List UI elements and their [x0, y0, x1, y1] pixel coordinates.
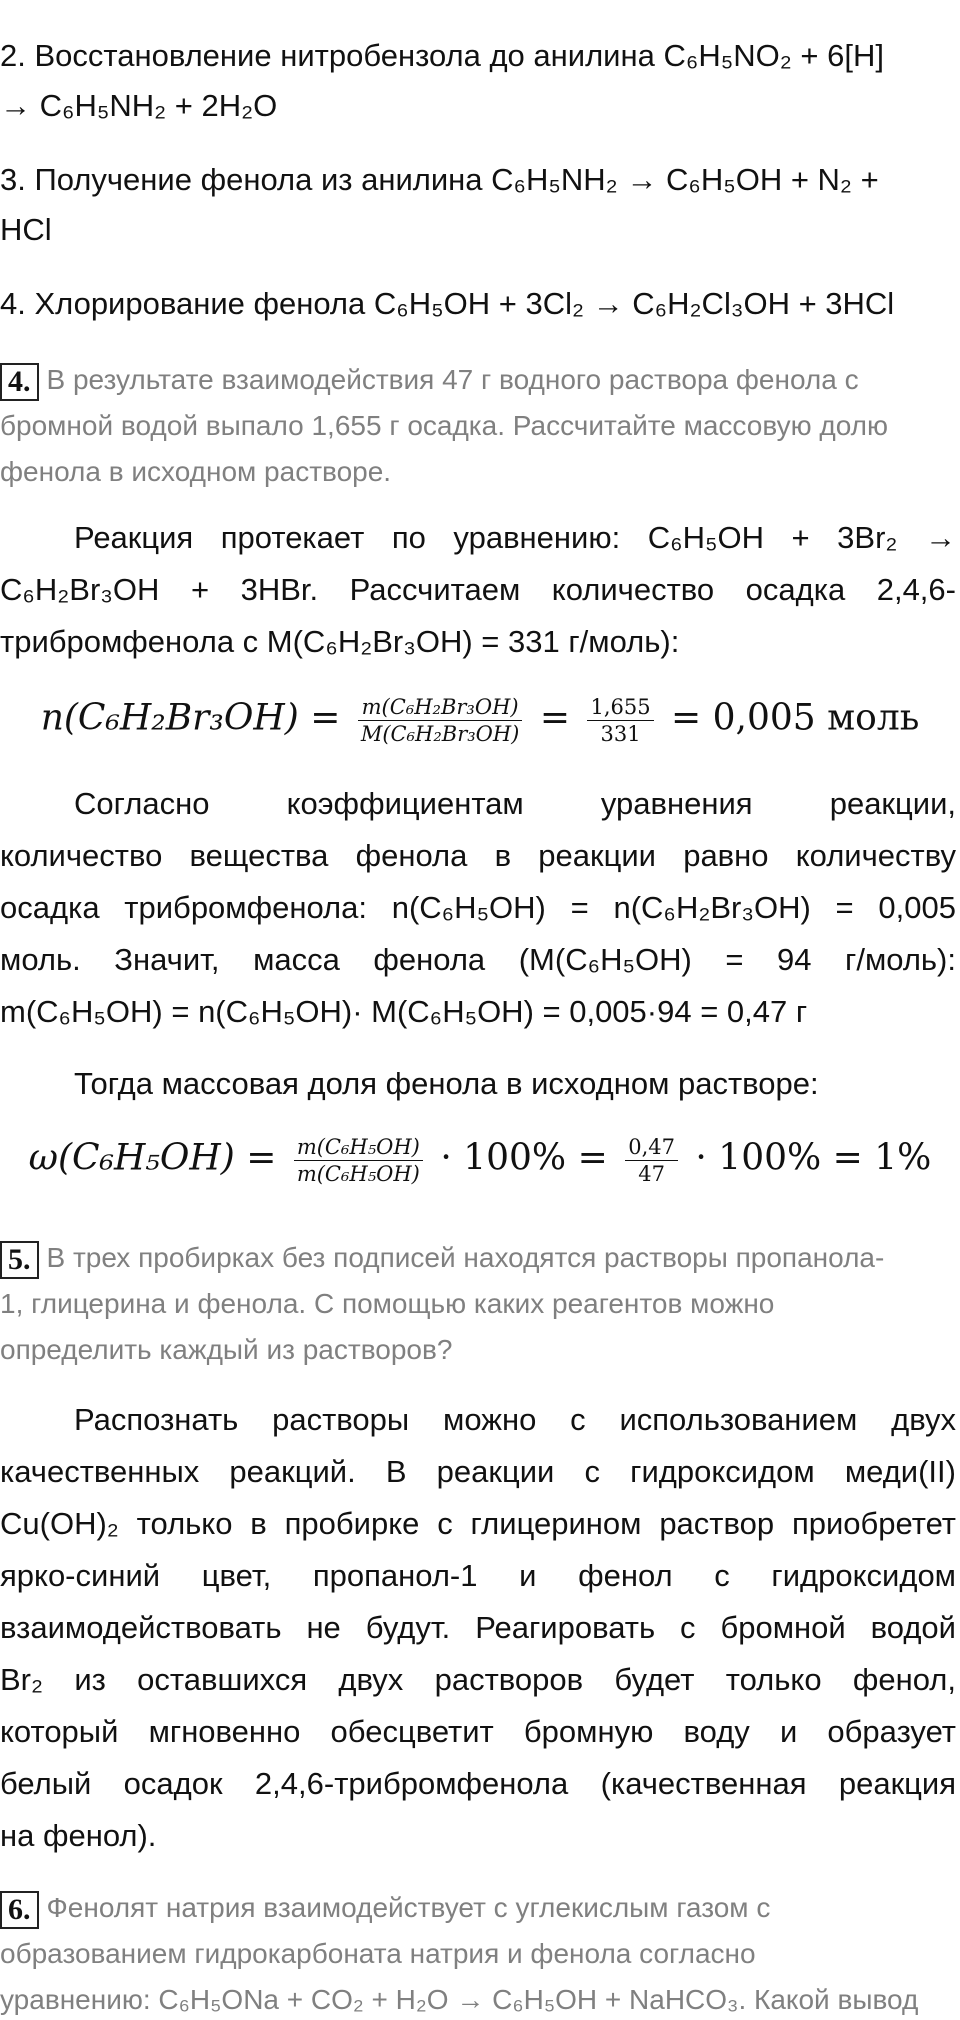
task4-answer-line1: Реакция протекает по уравнению: C₆H₅OH + 3Br₂ →: [74, 520, 956, 555]
task5-answer-line7: который мгновенно обесцветит бромную воду и образует: [0, 1714, 956, 1749]
formula1-numerator2: 1,655: [587, 694, 653, 721]
task5-answer-line4: ярко-синий цвет, пропанол-1 и фенол с гидроксидом: [0, 1558, 956, 1593]
formula1-denominator2: 331: [600, 722, 641, 746]
task5-answer-line6: Br₂ из оставшихся двух растворов будет только фенол,: [0, 1662, 956, 1697]
reaction-3-line2: HCl: [0, 212, 52, 247]
reaction-2-line2: → C₆H₅NH₂ + 2H₂O: [0, 88, 278, 123]
formula2-middle: · 100% =: [440, 1137, 608, 1179]
reaction-2-line1: 2. Восстановление нитробензола до анилина C₆H₅NO₂ + 6[H]: [0, 38, 884, 73]
formula2-fraction1: [294, 1134, 423, 1187]
reaction-3-line1: 3. Получение фенола из анилина C₆H₅NH₂ → C₆H₅OH + N₂ +: [0, 162, 879, 197]
task5-number-badge: 5.: [0, 1241, 39, 1279]
formula1-lhs: n(C₆H₂Br₃OH) =: [40, 697, 341, 739]
task4-answer-line2: C₆H₂Br₃OH + 3HBr. Рассчитаем количество осадка 2,4,6-: [0, 572, 956, 607]
task4-answer-line3: трибромфенола с M(C₆H₂Br₃OH) = 331 г/моль):: [0, 624, 680, 659]
task5-answer-line2: качественных реакций. В реакции с гидроксидом меди(II): [0, 1454, 956, 1489]
task4-answer-line9: Тогда массовая доля фенола в исходном растворе:: [74, 1066, 819, 1101]
task5-answer-line1: Распознать растворы можно с использованием двух: [74, 1402, 956, 1437]
task6-question-text1: Фенолят натрия взаимодействует с углекислым газом с: [46, 1892, 771, 1923]
formula1-denominator: M(C₆H₂Br₃OH): [360, 722, 520, 746]
formula2-lhs: ω(C₆H₅OH) =: [28, 1137, 277, 1179]
task5-question-text1: В трех пробирках без подписей находятся растворы пропанола-: [46, 1242, 885, 1273]
formula1-fraction1: [358, 694, 523, 747]
task4-answer-line5: количество вещества фенола в реакции равно количеству: [0, 838, 956, 873]
task4-answer-line4: Согласно коэффициентам уравнения реакции,: [74, 786, 956, 821]
formula-moles-tribromophenol: n(C₆H₂Br₃OH) = $\frac{\text{m(C₆H₂Br₃OH)}}{\text{M(C₆H₂Br₃OH)}}$ = $\frac{1,655}{331}$ = 0,005 моль: [40, 695, 920, 746]
reaction-4-line: 4. Хлорирование фенола C₆H₅OH + 3Cl₂ → C₆H₂Cl₃OH + 3HCl: [0, 286, 895, 321]
task6-question-line1: [0, 1888, 770, 1929]
task5-question-line1: [0, 1238, 884, 1279]
task5-answer-line5: взаимодействовать не будут. Реагировать с бромной водой: [0, 1610, 956, 1645]
formula2-denominator2: 47: [638, 1162, 665, 1186]
formula1-fraction2: [587, 694, 653, 747]
task4-number-badge: 4.: [0, 363, 39, 401]
task4-question-line3: фенола в исходном растворе.: [0, 456, 392, 487]
formula1-numerator: m(C₆H₂Br₃OH): [358, 694, 523, 721]
task6-question-line2: образованием гидрокарбоната натрия и фенола согласно: [0, 1938, 756, 1969]
task4-question-text1: В результате взаимодействия 47 г водного раствора фенола с: [46, 364, 859, 395]
task4-answer-line8: m(C₆H₅OH) = n(C₆H₅OH)· M(C₆H₅OH) = 0,005·94 = 0,47 г: [0, 994, 808, 1029]
task5-answer-line8: белый осадок 2,4,6-трибромфенола (качественная реакция: [0, 1766, 956, 1801]
task5-answer-line3: Cu(OH)₂ только в пробирке с глицерином раствор приобретет: [0, 1506, 956, 1541]
formula2-denominator: m(C₆H₅OH): [296, 1162, 420, 1186]
task6-question-line3: уравнению: C₆H₅ONa + CO₂ + H₂O → C₆H₅OH + NaHCO₃. Какой вывод: [0, 1984, 919, 2015]
formula1-result: = 0,005 моль: [671, 697, 920, 739]
task5-question-line2: 1, глицерина и фенола. С помощью каких реагентов можно: [0, 1288, 775, 1319]
formula2-fraction2: [625, 1134, 678, 1187]
task4-question-line1: [0, 360, 859, 401]
task5-answer-line9: на фенол).: [0, 1818, 157, 1853]
task6-number-badge: 6.: [0, 1891, 39, 1929]
formula2-numerator: m(C₆H₅OH): [294, 1134, 423, 1161]
formula2-result: · 100% = 1%: [695, 1137, 932, 1179]
task4-answer-line7: моль. Значит, масса фенола (M(C₆H₅OH) = 94 г/моль):: [0, 942, 956, 977]
formula-mass-fraction: [0, 1134, 960, 1187]
task5-question-line3: определить каждый из растворов?: [0, 1334, 453, 1365]
formula2-numerator2: 0,47: [625, 1134, 678, 1161]
task4-answer-line6: осадка трибромфенола: n(C₆H₅OH) = n(C₆H₂Br₃OH) = 0,005: [0, 890, 956, 925]
task4-question-line2: бромной водой выпало 1,655 г осадка. Рассчитайте массовую долю: [0, 410, 888, 441]
